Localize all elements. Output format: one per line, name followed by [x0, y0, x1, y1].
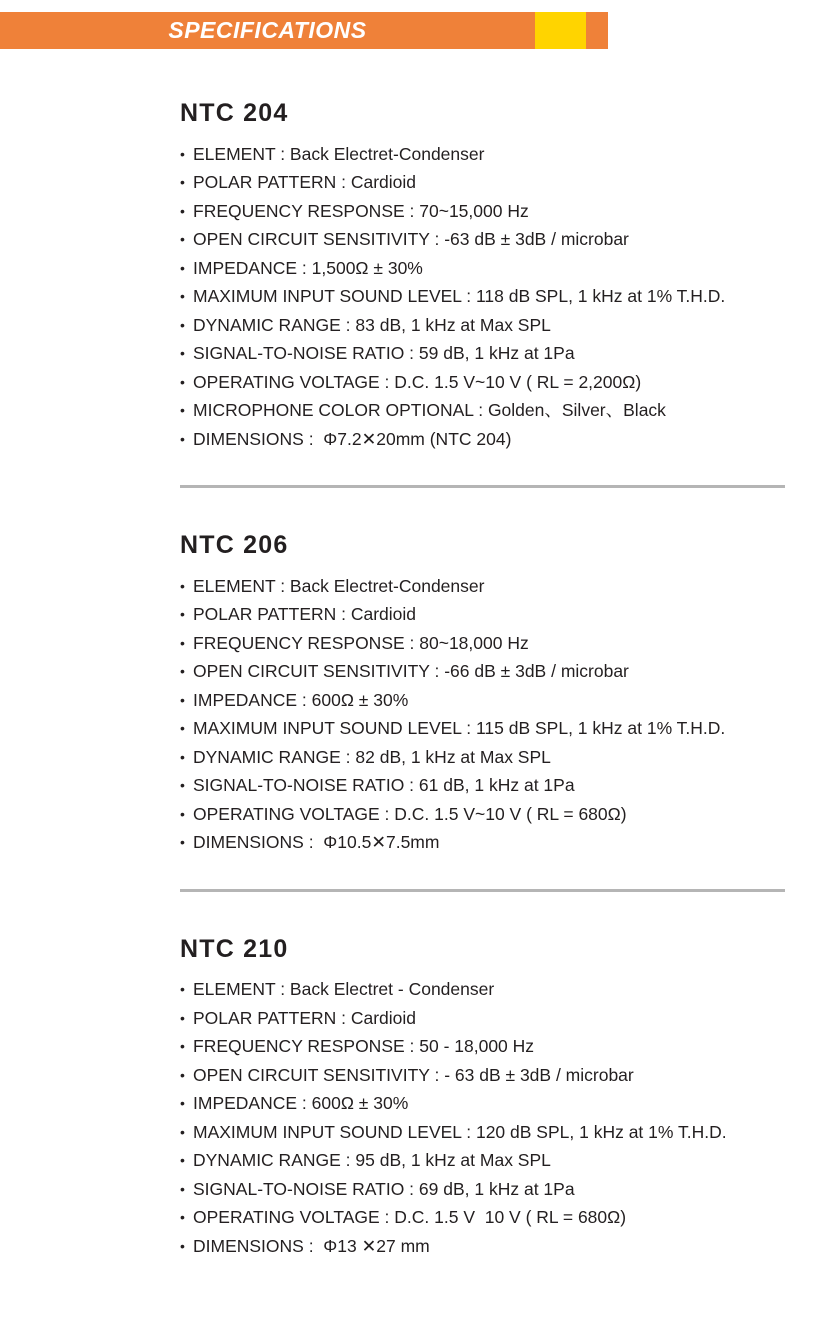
spec-item-text: DYNAMIC RANGE : 82 dB, 1 kHz at Max SPL: [193, 746, 551, 767]
bullet-icon: •: [180, 345, 185, 361]
spec-item-text: POLAR PATTERN : Cardioid: [193, 172, 417, 192]
spec-list-item: [180, 140, 840, 169]
bullet-icon: •: [180, 402, 185, 418]
spec-list-item: [180, 168, 840, 197]
spec-item-text: ELEMENT : Back Electret-Condenser: [193, 143, 485, 164]
specifications-banner: [0, 12, 608, 49]
spec-item-text: DYNAMIC RANGE : 95 dB, 1 kHz at Max SPL: [193, 1150, 551, 1170]
bullet-icon: •: [180, 202, 185, 219]
spacer: [180, 453, 840, 485]
spec-item-text: MAXIMUM INPUT SOUND LEVEL : 115 dB SPL, 1 kHz at 1% T.H.D.: [193, 718, 726, 738]
spec-list: [180, 975, 840, 1260]
spec-item-text: IMPEDANCE : 600Ω ± 30%: [193, 689, 409, 710]
spec-list-item: [180, 1232, 840, 1261]
spec-list-item: [180, 572, 840, 601]
spec-item-text: OPEN CIRCUIT SENSITIVITY : -66 dB ± 3dB / microbar: [193, 661, 629, 681]
bullet-icon: •: [180, 1180, 185, 1197]
spec-list-item: [180, 282, 840, 311]
spec-item-text: POLAR PATTERN : Cardioid: [193, 1007, 417, 1028]
spec-item-text: FREQUENCY RESPONSE : 70~15,000 Hz: [193, 200, 529, 221]
spec-block: [180, 100, 840, 453]
spec-list: [180, 140, 840, 454]
bullet-icon: •: [180, 316, 185, 333]
spec-item-text: DIMENSIONS : Φ10.5✕7.5mm: [193, 832, 440, 852]
spacer: [180, 857, 840, 889]
bullet-icon: •: [180, 145, 185, 162]
spec-item-text: ELEMENT : Back Electret-Condenser: [193, 575, 485, 596]
spec-list-item: [180, 254, 840, 283]
spec-sections: [180, 100, 840, 1260]
spec-list-item: [180, 1004, 840, 1033]
bullet-icon: •: [180, 1152, 185, 1168]
bullet-icon: •: [180, 748, 185, 765]
bullet-icon: •: [180, 606, 185, 622]
spec-list-item: [180, 771, 840, 800]
spec-item-text: IMPEDANCE : 600Ω ± 30%: [193, 1093, 409, 1113]
spec-item-text: DYNAMIC RANGE : 83 dB, 1 kHz at Max SPL: [193, 314, 551, 335]
bullet-icon: •: [180, 1095, 185, 1111]
spec-block: [180, 936, 840, 1261]
spec-list-item: [180, 743, 840, 772]
bullet-icon: •: [180, 1066, 185, 1083]
spec-item-text: DIMENSIONS : Φ7.2✕20mm (NTC 204): [193, 428, 512, 449]
spec-item-text: SIGNAL-TO-NOISE RATIO : 61 dB, 1 kHz at 1Pa: [193, 775, 575, 795]
bullet-icon: •: [180, 1038, 185, 1054]
bullet-icon: •: [180, 1123, 185, 1140]
spec-item-text: ELEMENT : Back Electret - Condenser: [193, 979, 495, 999]
spec-list-item: [180, 714, 840, 743]
spec-list-item: [180, 1118, 840, 1147]
spec-item-text: IMPEDANCE : 1,500Ω ± 30%: [193, 257, 423, 278]
spec-item-text: MAXIMUM INPUT SOUND LEVEL : 118 dB SPL, 1 kHz at 1% T.H.D.: [193, 286, 726, 306]
spec-item-text: FREQUENCY RESPONSE : 80~18,000 Hz: [193, 632, 529, 653]
spec-list-item: [180, 828, 840, 857]
spec-list-item: [180, 800, 840, 829]
spec-item-text: OPERATING VOLTAGE : D.C. 1.5 V 10 V ( RL = 680Ω): [193, 1207, 627, 1227]
bullet-icon: •: [180, 777, 185, 793]
bullet-icon: •: [180, 288, 185, 304]
spec-list-item: [180, 368, 840, 397]
spec-list-item: [180, 396, 840, 425]
spec-item-text: MICROPHONE COLOR OPTIONAL : Golden、Silver、Black: [193, 400, 666, 420]
spec-item-text: SIGNAL-TO-NOISE RATIO : 59 dB, 1 kHz at 1Pa: [193, 343, 575, 363]
spec-list-item: [180, 629, 840, 658]
bullet-icon: •: [180, 430, 185, 447]
bullet-icon: •: [180, 259, 185, 276]
spec-block-title: NTC 206: [180, 531, 289, 559]
spec-item-text: SIGNAL-TO-NOISE RATIO : 69 dB, 1 kHz at 1Pa: [193, 1178, 575, 1199]
spec-item-text: POLAR PATTERN : Cardioid: [193, 604, 417, 624]
spec-item-text: OPEN CIRCUIT SENSITIVITY : -63 dB ± 3dB / microbar: [193, 229, 629, 249]
spec-list-item: [180, 1146, 840, 1175]
bullet-icon: •: [180, 720, 185, 736]
bullet-icon: •: [180, 174, 185, 190]
bullet-icon: •: [180, 834, 185, 850]
spec-list-item: [180, 686, 840, 715]
spec-list-item: [180, 1061, 840, 1090]
bullet-icon: •: [180, 981, 185, 997]
spacer: [180, 892, 840, 936]
spec-list-item: [180, 1032, 840, 1061]
spec-block-title: NTC 210: [180, 934, 289, 963]
bullet-icon: •: [180, 1009, 185, 1026]
bullet-icon: •: [180, 691, 185, 708]
spec-list-item: [180, 657, 840, 686]
bullet-icon: •: [180, 373, 185, 390]
spec-item-text: MAXIMUM INPUT SOUND LEVEL : 120 dB SPL, 1 kHz at 1% T.H.D.: [193, 1121, 727, 1142]
bullet-icon: •: [180, 231, 185, 247]
spec-list-item: [180, 425, 840, 454]
spec-list: [180, 572, 840, 857]
spec-list-item: [180, 225, 840, 254]
spec-list-item: [180, 311, 840, 340]
specifications-content: [180, 100, 840, 1260]
spec-list-item: [180, 339, 840, 368]
spec-list-item: [180, 1175, 840, 1204]
bullet-icon: •: [180, 663, 185, 679]
spec-block: [180, 532, 840, 857]
spec-item-text: OPERATING VOLTAGE : D.C. 1.5 V~10 V ( RL = 680Ω): [193, 803, 627, 824]
banner-yellow-accent: [535, 12, 586, 49]
bullet-icon: •: [180, 805, 185, 822]
bullet-icon: •: [180, 1209, 185, 1225]
spec-list-item: [180, 197, 840, 226]
spacer: [180, 488, 840, 532]
bullet-icon: •: [180, 634, 185, 651]
bullet-icon: •: [180, 577, 185, 594]
page-title: SPECIFICATIONS: [168, 17, 367, 43]
spec-list-item: [180, 600, 840, 629]
bullet-icon: •: [180, 1237, 185, 1254]
spec-item-text: FREQUENCY RESPONSE : 50 - 18,000 Hz: [193, 1036, 535, 1056]
spec-item-text: OPERATING VOLTAGE : D.C. 1.5 V~10 V ( RL = 2,200Ω): [193, 371, 642, 392]
spec-list-item: [180, 1203, 840, 1232]
spec-list-item: [180, 1089, 840, 1118]
spec-list-item: [180, 975, 840, 1004]
spec-block-title: NTC 204: [180, 99, 289, 127]
spec-item-text: DIMENSIONS : Φ13 ✕27 mm: [193, 1235, 430, 1256]
spec-item-text: OPEN CIRCUIT SENSITIVITY : - 63 dB ± 3dB / microbar: [193, 1064, 634, 1085]
